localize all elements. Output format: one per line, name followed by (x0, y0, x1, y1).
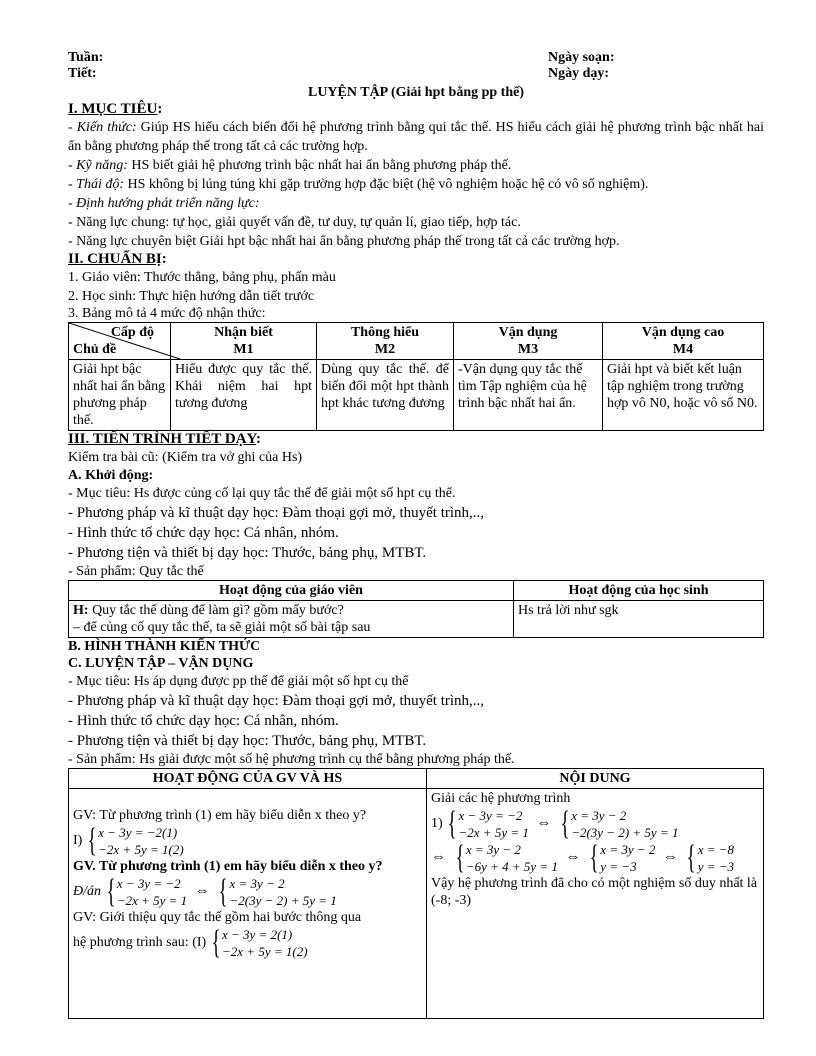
header-block (68, 50, 764, 82)
teach-date-label: Ngày dạy: (548, 66, 610, 81)
section-objectives-heading: I. MỤC TIÊU: (68, 101, 163, 117)
solution-step-2: ⇔ { x = 3y − 2 −6y + 4 + 5y = 1 ⇔ { x = 3y − 2 y = −3 ⇔ { x = −8 y = −3 (431, 839, 735, 876)
system-intro: hệ phương trình sau: (I) { x − 3y = 2(1) −2x + 5y = 1(2) (73, 924, 308, 961)
student-activity-header: Hoạt động của học sinh (514, 581, 764, 601)
gv-hs-cell: GV: Từ phương trình (1) em hãy biểu diễn x theo y? I) { x − 3y = −2(1) −2x + 5y = 1(2) GV. Từ phương trình (1) em hãy biểu diễn x theo y? Đ/án { x − 3y = −2 −2x + 5y = 1 ⇔ { x = 3y − 2 −2(3y − 2) + 5y = 1 GV: Giới thiệu quy tắc thế gồm hai bước thông qua hệ phương trình sau: (I) { x − 3y = 2(1) −2x + 5y = 1(2) (69, 789, 427, 1019)
gv-hs-header: HOẠT ĐỘNG CỦA GV VÀ HS (69, 769, 427, 789)
competency-specific: - Năng lực chuyên biệt Giải hpt bậc nhất hai ẩn bằng phương pháp thế trong tất cả các trường hợp. (68, 234, 620, 249)
warmup-heading: A. Khởi động: (68, 468, 154, 483)
warmup-tools: - Phương tiện và thiết bị dạy học: Thước, bảng phụ, MTBT. (68, 545, 427, 561)
cell-m3: -Vận dụng quy tắc thế tìm Tập nghiệm của hệ trình bậc nhất hai ẩn. (454, 360, 603, 431)
cell-topic: Giải hpt bậc nhất hai ẩn bằng phương pháp thế. (69, 360, 171, 431)
practice-form: - Hình thức tổ chức dạy học: Cá nhân, nhóm. (68, 713, 339, 729)
practice-heading: C. LUYỆN TẬP – VẬN DỤNG (68, 656, 254, 671)
objective-knowledge: - Kiến thức: Giúp HS hiểu cách biến đổi hệ phương trình bằng qui tắc thế. HS hiểu cách giải hệ phương trình bậc nhất hai ẩn bằng phương pháp thế trong tất cả các trường hợp. (68, 120, 764, 154)
header-m3: Vận dụng M3 (454, 323, 603, 360)
content-cell: Giải các hệ phương trình 1) { x − 3y = −2 −2x + 5y = 1 ⇔ { x = 3y − 2 −2(3y − 2) + 5y = 1 ⇔ { x = 3y − 2 −6y + 4 + 5y = 1 ⇔ { x = 3y − 2 y = −3 ⇔ { x = −8 y = −3 Vậy hệ phương trình đã cho có một nghiệm số duy nhất là (-8; -3) (427, 789, 764, 1019)
header-m4: Vận dụng cao M4 (603, 323, 764, 360)
period-label: Tiết: (68, 66, 97, 81)
header-m2: Thông hiểu M2 (317, 323, 454, 360)
content-header: NỘI DUNG (427, 769, 764, 789)
lesson-title: LUYỆN TẬP (Giải hpt bằng pp thế) (307, 85, 524, 100)
competency-general: - Năng lực chung: tự học, giải quyết vấn đề, tư duy, tự quản lí, giao tiếp, hợp tác. (68, 215, 521, 230)
system-one: I) { x − 3y = −2(1) −2x + 5y = 1(2) (73, 822, 184, 859)
week-label: Tuần: (68, 50, 104, 65)
practice-product: - Sản phẩm: Hs giải được một số hệ phương trình cụ thể bằng phương pháp thế. (68, 752, 515, 767)
prep-date-label: Ngày soạn: (548, 50, 615, 65)
section-procedure-heading: III. TIẾN TRÌNH TIẾT DẠY: (68, 431, 262, 447)
cognitive-levels-table (68, 322, 764, 431)
old-lesson-check: Kiểm tra bài cũ: (Kiểm tra vở ghi của Hs) (68, 450, 303, 465)
objective-attitude: - Thái độ: HS không bị lúng túng khi gặp trường hợp đặc biệt (hệ vô nghiệm hoặc hệ có vô số nghiệm). (68, 177, 649, 192)
practice-goal: - Mục tiêu: Hs áp dụng được pp thế để giải một số hpt cụ thể (68, 674, 409, 689)
prep-student: 2. Học sinh: Thực hiện hướng dẫn tiết trước (68, 289, 315, 304)
header-m1: Nhận biết M1 (171, 323, 317, 360)
warmup-method: - Phương pháp và kĩ thuật dạy học: Đàm thoại gợi mở, thuyết trình,.., (68, 505, 485, 521)
knowledge-heading: B. HÌNH THÀNH KIẾN THỨC (68, 639, 261, 654)
teacher-activity-cell: H: Quy tắc thế dùng để làm gì? gồm mấy bước? – để củng cố quy tắc thế, ta sẽ giải một số bài tập sau (69, 601, 514, 638)
prep-teacher: 1. Giáo viên: Thước thẳng, bảng phụ, phấn màu (68, 270, 336, 285)
warmup-activity-table (68, 580, 764, 638)
competency-orientation: - Định hướng phát triển năng lực: (68, 196, 260, 211)
warmup-goal: - Mục tiêu: Hs được củng cố lại quy tắc thế để giải một số hpt cụ thể. (68, 486, 456, 501)
corner-header: Cấp độ Chủ đề (69, 323, 171, 360)
cell-m1: Hiểu được quy tắc thế. Khái niệm hai hpt tương đương (171, 360, 317, 431)
teacher-activity-header: Hoạt động của giáo viên (69, 581, 514, 601)
solution-conclusion: Vậy hệ phương trình đã cho có một nghiệm số duy nhất là (-8; -3) (431, 876, 758, 908)
cell-m2: Dùng quy tắc thế. để biến đổi một hpt thành hpt khác tương đương (317, 360, 454, 431)
solution-step-1: 1) { x − 3y = −2 −2x + 5y = 1 ⇔ { x = 3y − 2 −2(3y − 2) + 5y = 1 (431, 805, 679, 842)
document-page (68, 50, 764, 1019)
practice-tools: - Phương tiện và thiết bị dạy học: Thước, bảng phụ, MTBT. (68, 733, 427, 749)
practice-method: - Phương pháp và kĩ thuật dạy học: Đàm thoại gợi mở, thuyết trình,.., (68, 693, 485, 709)
warmup-form: - Hình thức tổ chức dạy học: Cá nhân, nhóm. (68, 525, 339, 541)
section-preparation-heading: II. CHUẨN BỊ: (68, 251, 167, 267)
answer-system: Đ/án { x − 3y = −2 −2x + 5y = 1 ⇔ { x = 3y − 2 −2(3y − 2) + 5y = 1 (73, 873, 337, 910)
prep-levels-caption: 3. Bảng mô tả 4 mức độ nhận thức: (68, 306, 266, 321)
warmup-product: - Sản phẩm: Quy tắc thế (68, 564, 204, 579)
objective-skills: - Kỹ năng: HS biết giải hệ phương trình bậc nhất hai ẩn bằng phương pháp thế. (68, 158, 512, 173)
cell-m4: Giải hpt và biết kết luận tập nghiệm trong trường hợp vô N0, hoặc vô số N0. (603, 360, 764, 431)
practice-activity-table (68, 768, 764, 1019)
student-activity-cell: Hs trả lời như sgk (514, 601, 764, 638)
